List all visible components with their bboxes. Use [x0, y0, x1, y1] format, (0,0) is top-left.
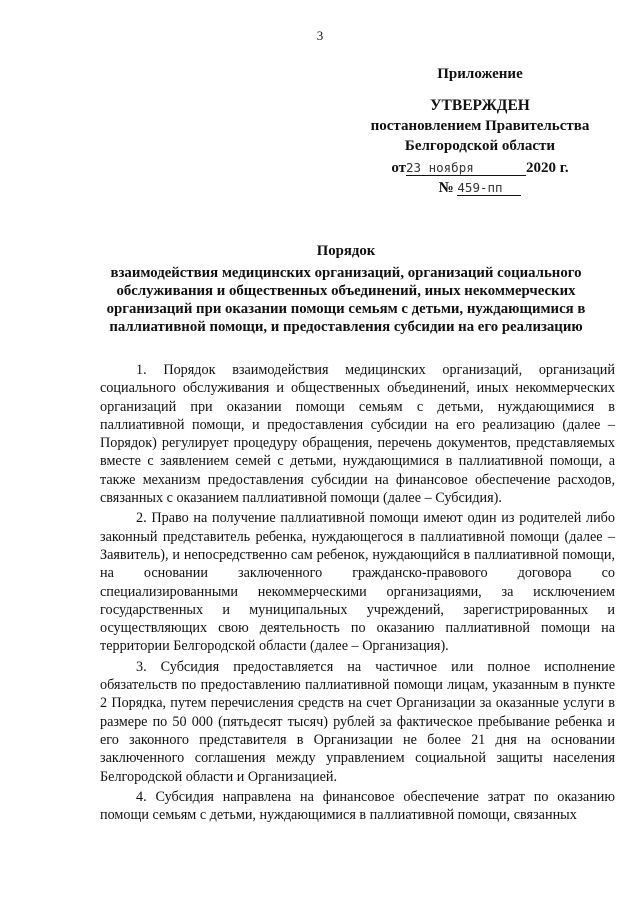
paragraph-1: 1. Порядок взаимодействия медицинских организаций, организаций социального обслуживания и общественных объединений, иных некоммерческих организаций при оказании помощи семьям с детьми, нуждающимися в паллиативной помощи, и предоставления субсидии на его реализацию (далее – Порядок) регулирует процедуру обращения, перечень документов, представляемых вместе с заявлением семей с детьми, нуждающимися в паллиативной помощи, а также механизм предоставления субсидии на финансовое обеспечение расходов, связанных с оказанием паллиативной помощи (далее – Субсидия). [100, 362, 615, 507]
page-number: 3 [316, 28, 324, 43]
document-subtitle: взаимодействия медицинских организаций, организаций социального обслуживания и общественных объединений, иных некоммерческих организаций при оказании помощи семьям с детьми, нуждающимися в паллиативной помощи, и предоставления субсидии на его реализацию [106, 265, 586, 335]
date-prefix: от [391, 160, 407, 176]
paragraph-3: 3. Субсидия предоставляется на частичное или полное исполнение обязательств по предоставлению паллиативной помощи лицам, указанным в пункте 2 Порядка, путем перечисления средств на счет Организации за оказанные услуги в размере по 50 000 (пятьдесят тысяч) рублей за фактическое пребывание ребенка и его законного представителя в Организации не более 21 дня на основании заключенного соглашения между управлением социальной защиты населения Белгородской области и Организацией. [100, 658, 615, 785]
approval-line-1: постановлением Правительства [370, 118, 590, 134]
handwritten-date: 23 ноября [406, 160, 526, 176]
approval-line-2: Белгородской области [404, 138, 556, 154]
approval-block [350, 64, 610, 198]
handwritten-number: 459-пп [457, 180, 521, 196]
approval-date-line [350, 158, 610, 178]
date-suffix: 2020 г. [526, 160, 569, 176]
document-body [100, 361, 615, 826]
paragraph-2: 2. Право на получение паллиативной помощи имеют один из родителей либо законный представитель ребенка, нуждающегося в паллиативной помощи (далее – Заявитель), и непосредственно сам ребенок, нуждающийся в паллиативной помощи, на основании заключенного гражданско-правового договора со специализированными некоммерческими организациями, за исключением государственных и муниципальных учреждений, зарегистрированных и осуществляющих свою деятельность по оказанию паллиативной помощи на территории Белгородской области (далее – Организация). [100, 510, 615, 655]
document-title: Порядок [316, 243, 376, 259]
approved-label: УТВЕРЖДЕН [430, 97, 530, 114]
approval-number-line [350, 178, 610, 198]
number-prefix: № [438, 180, 454, 196]
appendix-label: Приложение [437, 66, 523, 82]
document-title-block [86, 242, 606, 336]
paragraph-4: 4. Субсидия направлена на финансовое обеспечение затрат по оказанию помощи семьям с детьми, нуждающимися в паллиативной помощи, связанных [100, 788, 615, 824]
